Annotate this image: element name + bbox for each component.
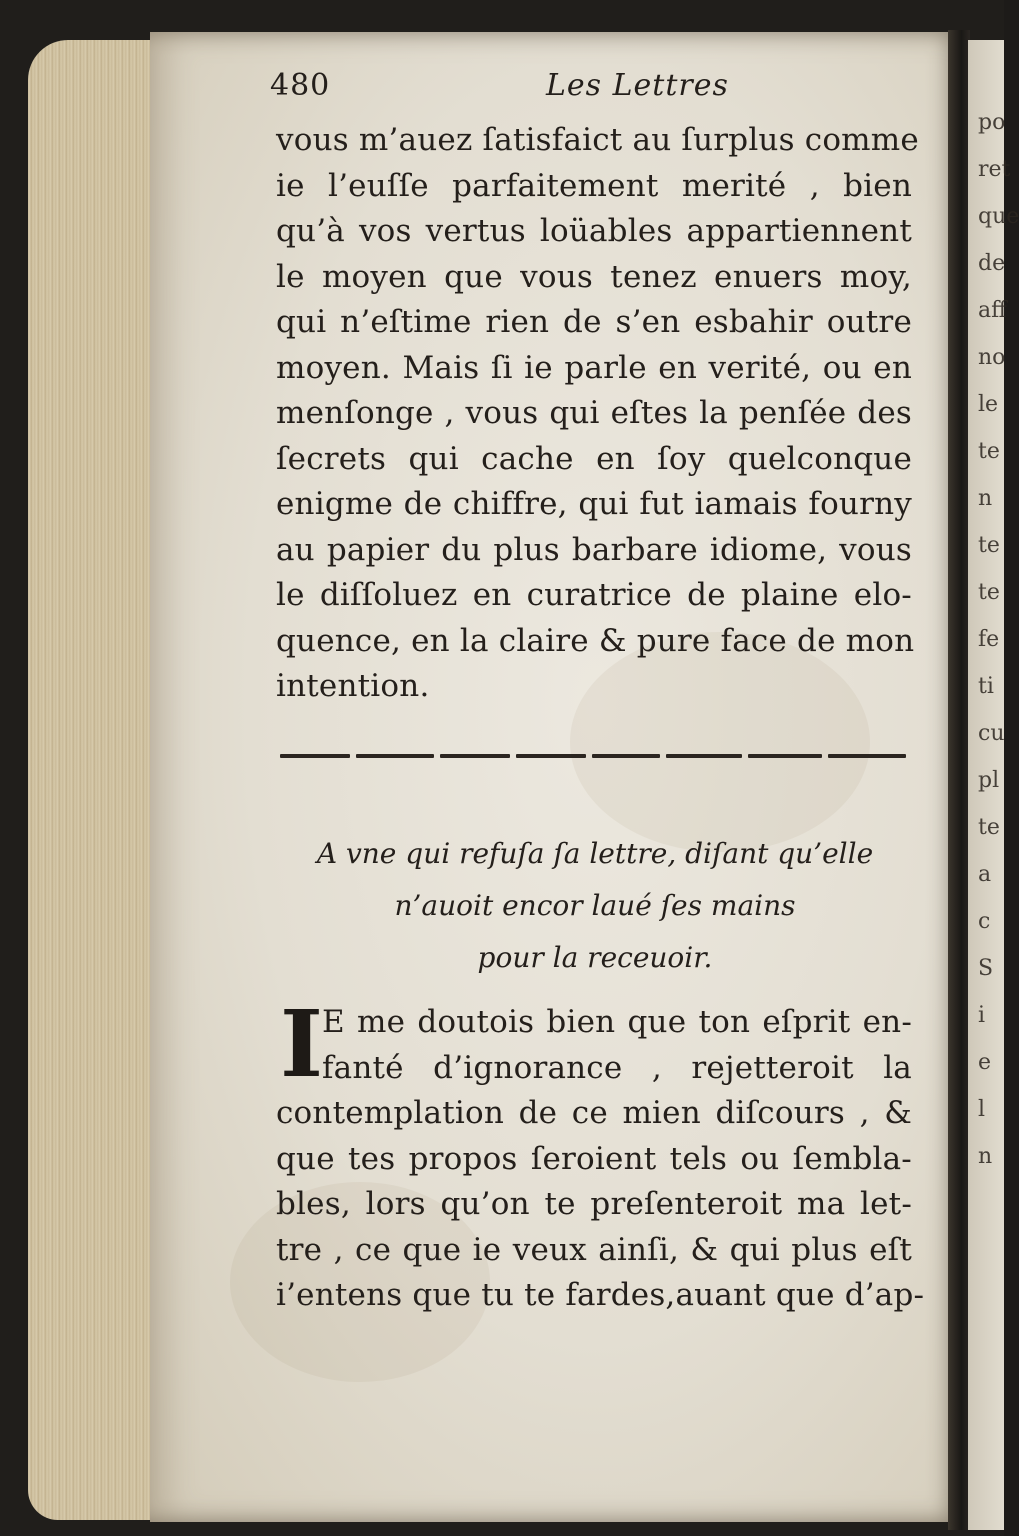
section-divider <box>280 748 910 768</box>
divider-segment <box>356 754 434 758</box>
facing-page-fragment: no <box>978 345 1006 370</box>
binding-gutter <box>948 30 970 1530</box>
divider-segment <box>666 754 742 758</box>
facing-page-fragment: aff <box>978 298 1007 323</box>
text-line: bles, lors qu’on te preſenteroit ma let- <box>276 1186 912 1222</box>
divider-segment <box>516 754 586 758</box>
facing-page-fragment: ret <box>978 157 1011 182</box>
heading-line: A vne qui refuſa ſa lettre, diſant qu’elle <box>316 837 874 870</box>
facing-page-fragment: pl <box>978 768 1000 793</box>
facing-page-fragment: te <box>978 580 1000 605</box>
text-line: tre , ce que ie veux ainſi, & qui plus eſt <box>276 1231 912 1268</box>
heading-line: pour la receuoir. <box>477 941 713 974</box>
heading-line: n’auoit encor laué ſes mains <box>394 889 796 922</box>
facing-page-fragment: te <box>978 439 1000 464</box>
facing-page-fragment: a <box>978 862 992 887</box>
first-passage <box>270 60 919 710</box>
text-line: le moyen que vous tenez enuers moy, <box>276 258 912 295</box>
text-line: intention. <box>276 668 430 704</box>
running-title: Les Lettres <box>546 68 729 103</box>
text-line: ie l’euſſe parfaitement merité , bien <box>276 167 912 204</box>
divider-segment <box>828 754 906 758</box>
facing-page-fragment: e <box>978 1050 992 1075</box>
facing-page-fragment: le <box>978 392 999 417</box>
facing-page-fragment: te <box>978 533 1000 558</box>
divider-segment <box>748 754 822 758</box>
facing-page-fragment: que <box>978 204 1019 229</box>
facing-page-fragment: fe <box>978 627 1000 652</box>
facing-page-fragment: cu <box>978 721 1005 746</box>
text-line: qu’à vos vertus loüables appartiennent <box>276 213 912 249</box>
facing-page-edge <box>968 40 1019 1530</box>
text-line: ſecrets qui cache en ſoy quelconque <box>276 440 912 477</box>
text-line: qui n’eſtime rien de s’en esbahir outre <box>276 304 912 340</box>
text-line: que tes propos ſeroient tels ou ſembla- <box>276 1140 912 1177</box>
facing-page-fragment: i <box>978 1003 986 1028</box>
second-passage <box>276 990 925 1319</box>
text-line: i’entens que tu te fardes,auant que d’ap- <box>276 1277 925 1313</box>
divider-segment <box>280 754 350 758</box>
text-line: contemplation de ce mien diſcours , & <box>276 1095 912 1131</box>
text-line: moyen. Mais ſi ie parle en verité, ou en <box>276 349 912 386</box>
facing-page-fragment: l <box>978 1097 986 1122</box>
facing-page-fragment: po <box>978 110 1006 135</box>
text-line: vous m’auez ſatisfaict au ſurplus comme <box>276 122 919 158</box>
text-line: E me doutois bien que ton eſprit en- <box>322 1004 912 1040</box>
text-line: menſonge , vous qui eſtes la penſée des <box>276 395 912 431</box>
text-line: enigme de chiffre, qui fut iamais fourny <box>276 486 912 522</box>
text-line: quence, en la claire & pure face de mon <box>276 622 915 659</box>
divider-segment <box>592 754 660 758</box>
drop-cap: I <box>280 990 324 1098</box>
text-line: fanté d’ignorance , rejetteroit la <box>322 1049 912 1086</box>
facing-page-fragment: S <box>978 956 994 981</box>
facing-page-fragment: te <box>978 815 1000 840</box>
text-line: le diſſoluez en curatrice de plaine elo- <box>276 577 912 613</box>
facing-page-fragment: ti <box>978 674 994 699</box>
letter-heading <box>290 828 900 984</box>
text-line: au papier du plus barbare idiome, vous <box>276 531 912 568</box>
facing-page-fragment: de <box>978 251 1006 276</box>
divider-segment <box>440 754 510 758</box>
page-edges <box>28 40 168 1520</box>
page-number: 480 <box>270 68 331 103</box>
facing-page-fragment: n <box>978 486 993 511</box>
facing-page-fragment: n <box>978 1144 993 1169</box>
facing-page-fragment: c <box>978 909 991 934</box>
running-head <box>270 60 912 118</box>
